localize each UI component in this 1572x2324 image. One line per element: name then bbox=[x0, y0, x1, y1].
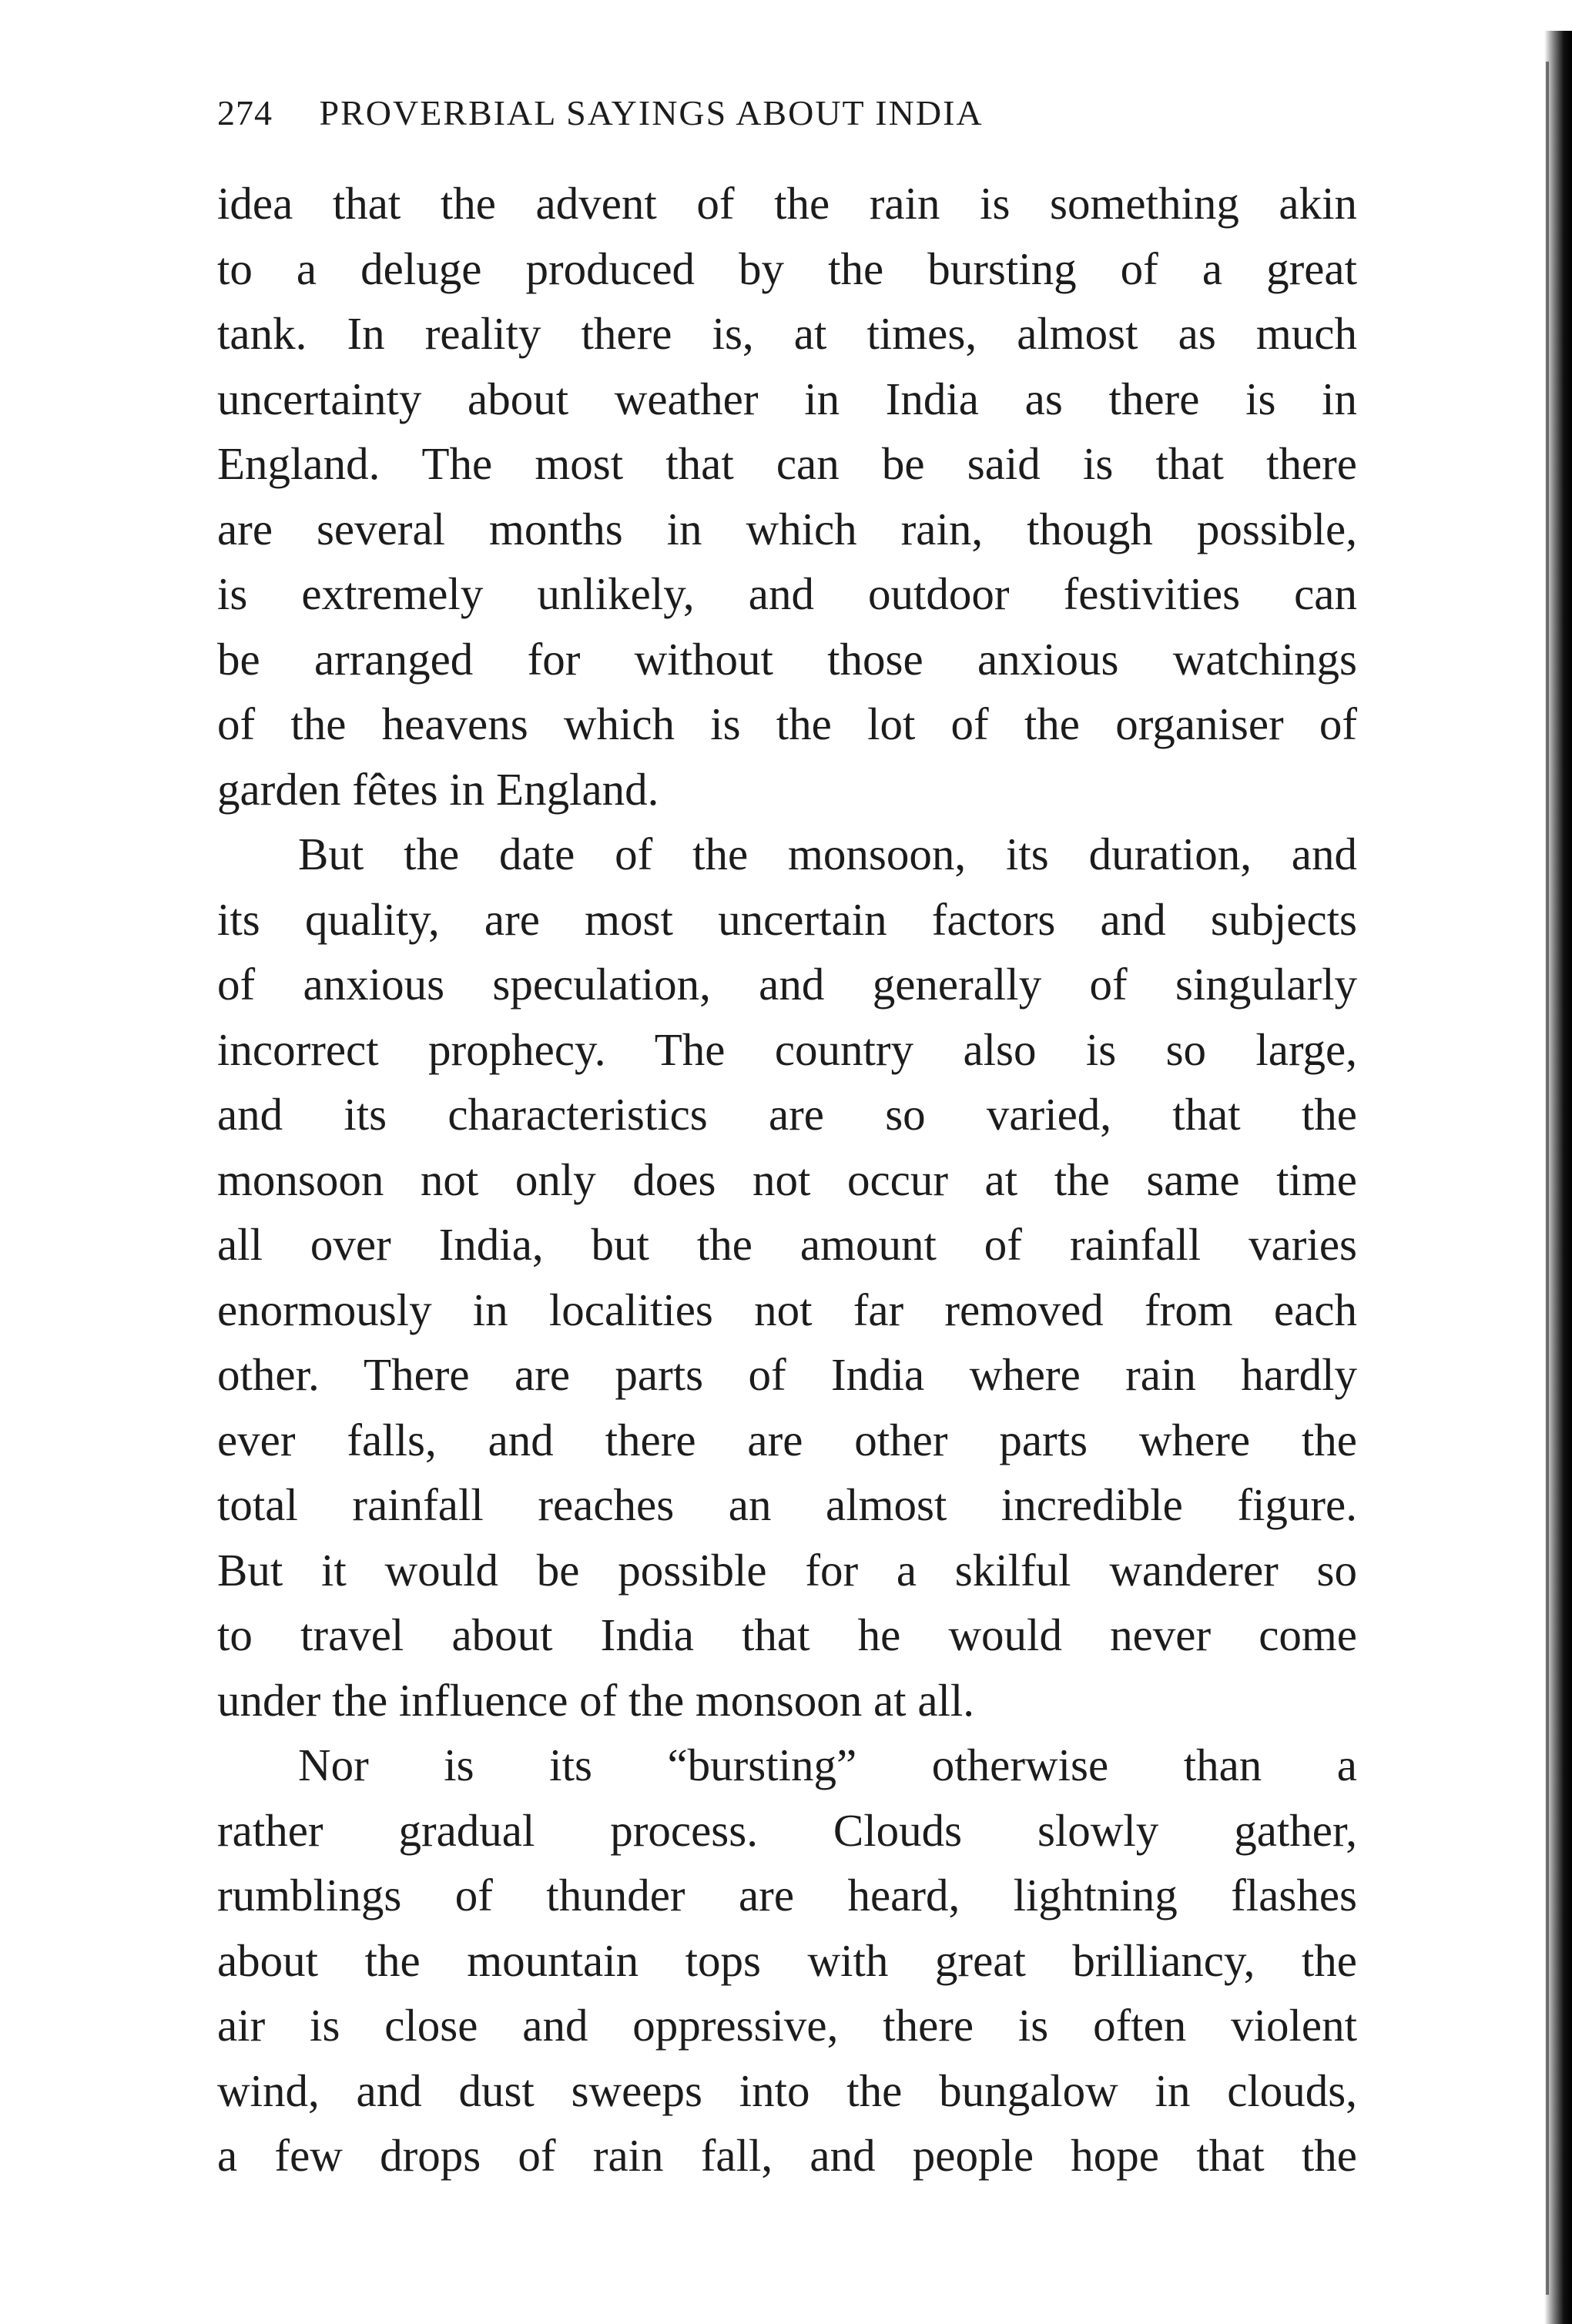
text-line: of anxious speculation, and generally of singularly bbox=[217, 959, 1357, 1010]
text-line: air is close and oppressive, there is often violent bbox=[217, 2000, 1357, 2051]
text-line: tank. In reality there is, at times, almost as much bbox=[217, 308, 1357, 359]
text-line: ever falls, and there are other parts where the bbox=[217, 1414, 1357, 1465]
text-line: about the mountain tops with great brilliancy, the bbox=[217, 1934, 1357, 1986]
paragraph-3 bbox=[217, 1733, 1357, 2188]
text-line: incorrect prophecy. The country also is so large, bbox=[217, 1023, 1357, 1075]
text-line: are several months in which rain, though possible, bbox=[217, 503, 1357, 554]
text-line: and its characteristics are so varied, that the bbox=[217, 1089, 1357, 1140]
text-line: wind, and dust sweeps into the bungalow in clouds, bbox=[217, 2064, 1357, 2116]
text-line: garden fêtes in England. bbox=[217, 763, 659, 815]
text-line: to a deluge produced by the bursting of a great bbox=[217, 243, 1357, 294]
text-body bbox=[217, 171, 1357, 2188]
text-line: a few drops of rain fall, and people hope that the bbox=[217, 2130, 1357, 2181]
text-line: But the date of the monsoon, its duration, and bbox=[298, 829, 1357, 879]
text-line: other. There are parts of India where rain hardly bbox=[217, 1349, 1357, 1400]
text-line: enormously in localities not far removed from each bbox=[217, 1284, 1357, 1335]
binding-shadow bbox=[1544, 31, 1572, 2324]
text-line: But it would be possible for a skilful wanderer so bbox=[217, 1544, 1357, 1596]
text-line: monsoon not only does not occur at the same time bbox=[217, 1154, 1357, 1205]
text-line: all over India, but the amount of rainfall varies bbox=[217, 1219, 1357, 1270]
text-line: to travel about India that he would never come bbox=[217, 1609, 1357, 1660]
page-number: 274 bbox=[217, 93, 273, 132]
text-line: idea that the advent of the rain is something akin bbox=[217, 178, 1357, 229]
text-line: of the heavens which is the lot of the organiser of bbox=[217, 698, 1357, 749]
paragraph-1 bbox=[217, 171, 1357, 822]
text-line: under the influence of the monsoon at all. bbox=[217, 1674, 975, 1726]
text-line: be arranged for without those anxious watchings bbox=[217, 633, 1357, 685]
text-line: total rainfall reaches an almost incredible figure. bbox=[217, 1479, 1357, 1530]
text-line: uncertainty about weather in India as there is in bbox=[217, 373, 1357, 424]
text-line: its quality, are most uncertain factors and subjects bbox=[217, 893, 1357, 945]
text-line: rather gradual process. Clouds slowly gather, bbox=[217, 1804, 1357, 1856]
running-title: PROVERBIAL SAYINGS ABOUT INDIA bbox=[319, 93, 984, 132]
text-line: is extremely unlikely, and outdoor festivities can bbox=[217, 568, 1357, 619]
running-head bbox=[217, 86, 1357, 140]
text-line: Nor is its “bursting” otherwise than a bbox=[298, 1740, 1357, 1790]
paragraph-2 bbox=[217, 822, 1357, 1733]
text-line: England. The most that can be said is that there bbox=[217, 438, 1357, 489]
text-line: rumblings of thunder are heard, lightning flashes bbox=[217, 1870, 1357, 1920]
